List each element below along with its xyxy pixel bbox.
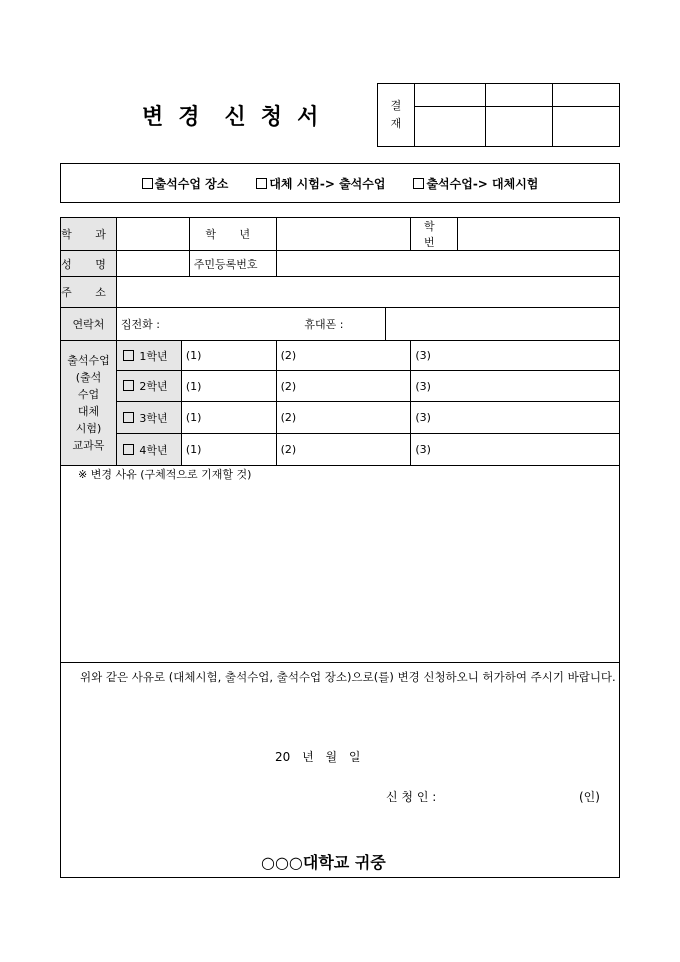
- type-option[interactable]: 대체 시험-> 출석수업: [256, 175, 385, 192]
- home-phone-label: 집전화 :: [120, 318, 161, 331]
- statement-box: [60, 659, 620, 878]
- grade-4-course-3[interactable]: (3): [411, 434, 620, 466]
- grade-4-course-2[interactable]: (2): [276, 434, 411, 466]
- checkbox-icon[interactable]: [413, 178, 424, 189]
- department-field[interactable]: [116, 218, 189, 251]
- grade-1-course-3[interactable]: (3): [411, 341, 620, 371]
- approval-sign-cell[interactable]: [486, 107, 553, 147]
- title-char: 경: [178, 104, 201, 130]
- title-char: 청: [260, 104, 284, 130]
- year-field[interactable]: [276, 218, 411, 251]
- grade-4-course-1[interactable]: (1): [181, 434, 276, 466]
- type-option[interactable]: 출석수업-> 대체시험: [413, 175, 538, 192]
- grade-2-option[interactable]: 2학년: [116, 371, 181, 402]
- grade-3-option[interactable]: 3학년: [116, 402, 181, 434]
- grade-3-course-2[interactable]: (2): [276, 402, 411, 434]
- contact-label: 연락처: [61, 308, 117, 341]
- checkbox-icon[interactable]: [123, 444, 134, 455]
- course-header: 출석수업 (출석 수업 대체 시험) 교과목: [61, 341, 117, 466]
- name-field[interactable]: [116, 251, 189, 277]
- checkbox-icon[interactable]: [142, 178, 153, 189]
- resident-no-label: 주민등록번호: [189, 251, 276, 277]
- approval-sign-header: [415, 84, 486, 107]
- grade-1-course-1[interactable]: (1): [181, 341, 276, 371]
- checkbox-icon[interactable]: [123, 412, 134, 423]
- reason-field[interactable]: [61, 466, 620, 663]
- title-char: 변: [142, 104, 165, 130]
- student-no-field[interactable]: [458, 218, 620, 251]
- checkbox-icon[interactable]: [256, 178, 267, 189]
- grade-4-option[interactable]: 4학년: [116, 434, 181, 466]
- address-field[interactable]: [116, 277, 619, 308]
- grade-2-course-3[interactable]: (3): [411, 371, 620, 402]
- student-no-label: 학 번: [411, 218, 458, 251]
- applicant-label: 신 청 인 :: [386, 790, 437, 804]
- approval-label: 결 재: [378, 84, 415, 147]
- mobile-label: 휴대폰 :: [304, 318, 344, 331]
- university-addressee: ○○○대학교 귀중: [261, 853, 386, 872]
- resident-no-field[interactable]: [276, 251, 619, 277]
- approval-sign-header: [486, 84, 553, 107]
- grade-2-course-1[interactable]: (1): [181, 371, 276, 402]
- grade-1-course-2[interactable]: (2): [276, 341, 411, 371]
- approval-sign-cell[interactable]: [415, 107, 486, 147]
- year-label: 학 년: [189, 218, 276, 251]
- title-char: 신: [224, 104, 247, 130]
- approval-box: [377, 83, 620, 147]
- type-option[interactable]: 출석수업 장소: [142, 175, 229, 192]
- reason-label: ※ 변경 사유 (구체적으로 기재할 것): [78, 468, 252, 481]
- application-form: [60, 217, 620, 663]
- department-label: 학 과: [61, 218, 117, 251]
- grade-1-option[interactable]: 1학년: [116, 341, 181, 371]
- home-phone-field[interactable]: [116, 308, 385, 341]
- title-char: 서: [297, 104, 320, 130]
- checkbox-icon[interactable]: [123, 380, 134, 391]
- approval-sign-header: [553, 84, 620, 107]
- seal-mark: (인): [579, 790, 600, 804]
- grade-2-course-2[interactable]: (2): [276, 371, 411, 402]
- change-type-options: [60, 163, 620, 203]
- address-label: 주 소: [61, 277, 117, 308]
- grade-3-course-3[interactable]: (3): [411, 402, 620, 434]
- approval-sign-cell[interactable]: [553, 107, 620, 147]
- date-line: 20 년 월 일: [275, 750, 361, 764]
- grade-3-course-1[interactable]: (1): [181, 402, 276, 434]
- page-title: [142, 100, 333, 131]
- name-label: 성 명: [61, 251, 117, 277]
- checkbox-icon[interactable]: [123, 350, 134, 361]
- statement-text: 위와 같은 사유로 (대체시험, 출석수업, 출석수업 장소)으로(를) 변경 신청하오니 허가하여 주시기 바랍니다.: [80, 670, 616, 684]
- mobile-field[interactable]: [304, 308, 620, 341]
